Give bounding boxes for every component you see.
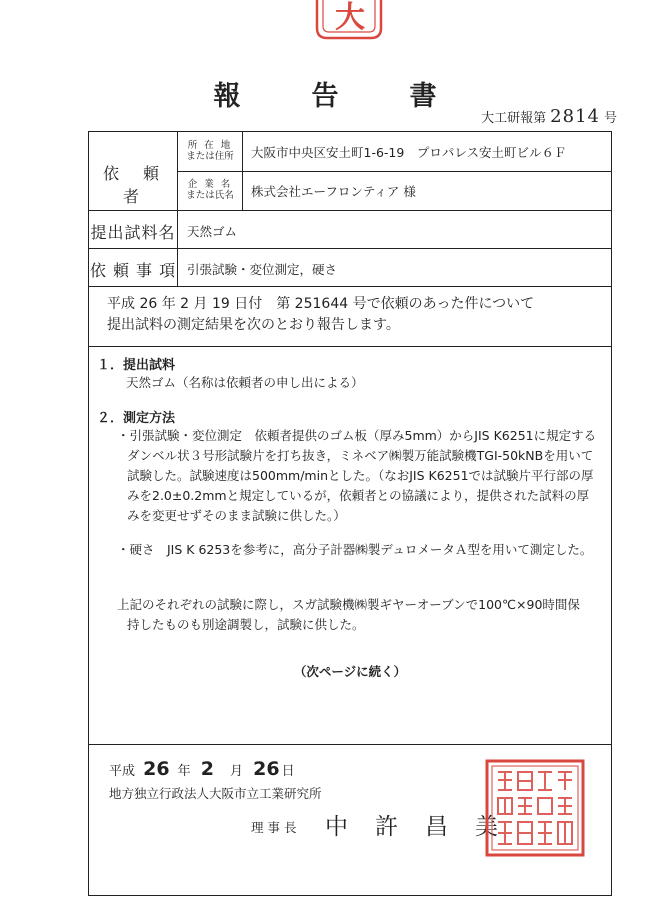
sample-value: 天然ゴム [187,224,238,239]
report-number [481,106,617,127]
top-seal-text: 大 [335,0,365,35]
section1-text: 天然ゴム（名称は依頼者の申し出による） [126,375,364,390]
tensile-line: 試験した。試験速度は500mm/minとした。（なおJIS K6251では試験片平行部の厚 [127,468,594,483]
continued-note: （次ページに続く） [293,664,407,679]
intro-paragraph [107,294,534,336]
issue-day-unit: 日 [281,764,295,779]
company-label-line2: または氏名 [186,190,234,201]
institute-name: 地方独立行政法人大阪市立工業研究所 [109,786,322,801]
official-seal [484,758,586,858]
address-label [179,140,241,162]
document-title: 報 告 書 [213,81,459,112]
company-label-line1: 企 業 名 [187,179,233,190]
items-value: 引張試験・変位測定，硬さ [187,262,338,277]
sample-label: 提出試料名 [90,223,176,242]
tensile-line: ダンベル状３号形試験片を打ち抜き，ミネベア㈱製万能試験機TGI-50kNBを用いて [127,448,594,463]
report-number-value: 2814 [550,106,600,127]
issue-day: 26 [253,758,280,780]
requester-label: 依 頼 者 [102,164,184,206]
issue-era: 平成 [109,764,136,779]
intro-line-1: 平成 26 年 2 月 19 日付 第 251644 号で依頼のあった件について [107,296,535,312]
report-number-suffix: 号 [603,111,617,126]
issue-year: 26 [143,758,170,780]
intro-divider [89,346,611,347]
issue-year-unit: 年 [177,764,191,779]
sample-row-divider [89,248,611,249]
issue-month: 2 [200,758,214,780]
company-label [179,179,241,201]
director-title: 理 事 長 [251,820,297,835]
aging-method [117,595,580,635]
address-row-divider [177,171,611,172]
items-row-divider [89,286,611,287]
tensile-method [117,426,596,526]
section1-heading: １．提出試料 [97,358,176,373]
director-name: 中 許 昌 美 [325,814,500,840]
tensile-line: みを変更せずそのまま試験に供した。） [127,508,346,523]
footer-divider [89,744,611,745]
requester-row-divider [89,210,611,211]
aging-line: 持したものも別途調製し，試験に供した。 [127,617,365,632]
address-label-line1: 所 在 地 [187,140,233,151]
tensile-line: ・引張試験・変位測定 依頼者提供のゴム板（厚み5mm）からJIS K6251に規定する [117,428,597,443]
issue-month-unit: 月 [230,764,244,779]
items-label: 依 頼 事 項 [89,261,177,280]
issue-date [109,758,295,780]
company-value: 株式会社エーフロンティア 様 [251,184,416,199]
report-number-prefix: 大工研報第 [481,111,547,126]
address-label-line2: または住所 [186,151,234,162]
intro-line-2: 提出試料の測定結果を次のとおり報告します。 [107,317,400,333]
label-column-divider [177,132,178,286]
address-value: 大阪市中央区安土町1-6-19 プロパレス安土町ビル６Ｆ [251,145,567,160]
hardness-method: ・硬さ JIS K 6253を参考に，高分子計器㈱製デュロメータＡ型を用いて測定した。 [117,542,593,557]
section2-heading: ２．測定方法 [97,411,176,426]
top-seal [313,0,385,40]
aging-line: 上記のそれぞれの試験に際し，スガ試験機㈱製ギヤーオーブンで100℃×90時間保 [117,597,580,612]
tensile-line: みを2.0±0.2mmと規定しているが，依頼者との協議により，提供された試料の厚 [127,488,590,503]
